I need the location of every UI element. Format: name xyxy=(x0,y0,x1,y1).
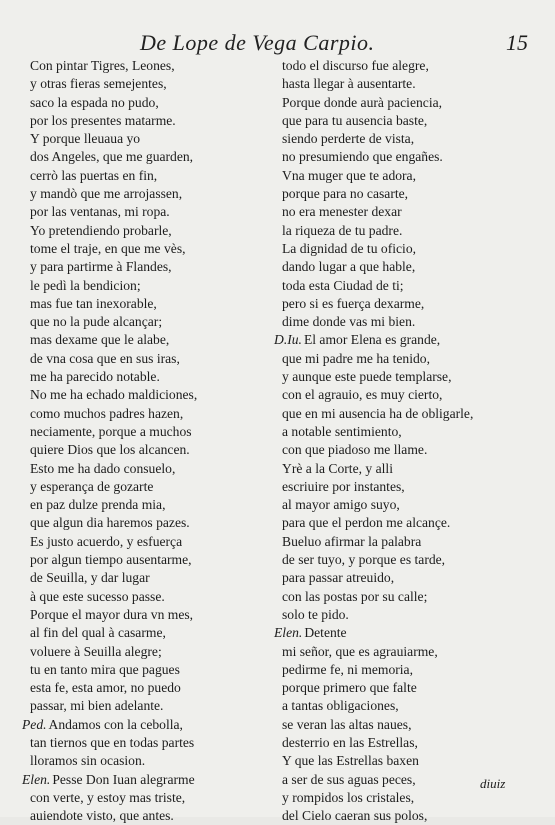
verse-line xyxy=(274,295,536,313)
verse-line xyxy=(22,716,268,734)
verse-text: le pedì la bendicion; xyxy=(30,277,141,293)
verse-text: Detente xyxy=(304,625,347,641)
verse-text: con el agrauio, es muy cierto, xyxy=(282,387,443,403)
verse-text: Con pintar Tigres, Leones, xyxy=(30,58,175,73)
verse-text: Bueluo afirmar la palabra xyxy=(282,533,422,549)
verse-text: y aunque este puede templarse, xyxy=(282,369,452,385)
verse-text: que mi padre me ha tenido, xyxy=(282,350,430,366)
verse-text: Esto me ha dado consuelo, xyxy=(30,460,176,476)
verse-text: Vna muger que te adora, xyxy=(282,167,416,183)
verse-line xyxy=(274,606,536,624)
verse-text: mas dexame que le alabe, xyxy=(30,332,170,348)
verse-text: passar, mi bien adelante. xyxy=(30,698,164,714)
verse-text: La dignidad de tu oficio, xyxy=(282,240,417,256)
verse-text: que no la pude alcançar; xyxy=(30,314,163,330)
verse-line xyxy=(274,588,536,606)
verse-text: con las postas por su calle; xyxy=(282,588,428,604)
verse-text: y rompidos los cristales, xyxy=(282,789,415,805)
verse-line xyxy=(274,514,536,532)
verse-line xyxy=(22,606,268,624)
verse-text: que para tu ausencia baste, xyxy=(282,112,428,128)
verse-line xyxy=(22,277,268,295)
verse-line xyxy=(274,386,536,404)
verse-line xyxy=(22,368,268,386)
verse-line xyxy=(22,240,268,258)
verse-line xyxy=(22,771,268,789)
verse-line xyxy=(22,460,268,478)
verse-text: y para partirme à Flandes, xyxy=(30,259,172,275)
verse-line xyxy=(274,75,536,93)
verse-line xyxy=(274,148,536,166)
verse-line xyxy=(274,57,536,75)
verse-line xyxy=(274,478,536,496)
verse-text: a tantas obligaciones, xyxy=(282,698,399,714)
verse-line xyxy=(22,331,268,349)
verse-line xyxy=(274,679,536,697)
verse-line xyxy=(274,185,536,203)
verse-text: pedirme fe, ni memoria, xyxy=(282,661,413,677)
verse-line xyxy=(22,313,268,331)
catchword: diuiz xyxy=(480,776,506,791)
verse-line xyxy=(22,807,268,825)
verse-text: porque para no casarte, xyxy=(282,186,409,202)
verse-line xyxy=(274,405,536,423)
verse-text: de vna cosa que en sus iras, xyxy=(30,350,180,366)
verse-text: auiendote visto, que antes. xyxy=(30,808,174,824)
verse-line xyxy=(274,240,536,258)
verse-text: con que piadoso me llame. xyxy=(282,442,428,458)
verse-line xyxy=(274,258,536,276)
verse-line xyxy=(22,734,268,752)
verse-line xyxy=(274,697,536,715)
verse-text: lloramos sin ocasion. xyxy=(30,753,146,769)
speaker-label: Ped. xyxy=(22,716,47,732)
page-number: 15 xyxy=(506,30,528,55)
speaker-label: Elen. xyxy=(22,771,51,787)
verse-text: que en mi ausencia ha de obligarle, xyxy=(282,405,474,421)
verse-text: siendo perderte de vista, xyxy=(282,131,415,147)
verse-text: desterrio en las Estrellas, xyxy=(282,734,418,750)
verse-line xyxy=(22,386,268,404)
verse-line xyxy=(22,789,268,807)
verse-line xyxy=(22,185,268,203)
verse-line xyxy=(22,514,268,532)
verse-text: Y porque lleuaua yo xyxy=(30,131,141,147)
verse-line xyxy=(274,807,536,825)
verse-text: me ha parecido notable. xyxy=(30,369,160,385)
verse-line xyxy=(22,112,268,130)
verse-text: mas fue tan inexorable, xyxy=(30,295,157,311)
verse-line xyxy=(22,222,268,240)
verse-line xyxy=(22,624,268,642)
verse-text: à que este sucesso passe. xyxy=(30,588,165,604)
verse-text: solo te pido. xyxy=(282,606,349,622)
verse-text: Pesse Don Iuan alegrarme xyxy=(52,771,195,787)
verse-text: en paz dulze prenda mia, xyxy=(30,497,166,513)
verse-line xyxy=(274,496,536,514)
verse-line xyxy=(22,643,268,661)
verse-text: cerrò las puertas en fin, xyxy=(30,167,158,183)
verse-text: esta fe, esta amor, no puedo xyxy=(30,680,181,696)
verse-text: la riqueza de tu padre. xyxy=(282,222,403,238)
verse-line xyxy=(22,569,268,587)
verse-text: Yo pretendiendo probarle, xyxy=(30,222,172,238)
verse-line xyxy=(274,661,536,679)
verse-text: escriuire por instantes, xyxy=(282,478,405,494)
verse-text: de Seuilla, y dar lugar xyxy=(30,570,150,586)
verse-line xyxy=(274,734,536,752)
verse-line xyxy=(274,569,536,587)
verse-text: mi señor, que es agrauiarme, xyxy=(282,643,438,659)
verse-text: Andamos con la cebolla, xyxy=(48,716,183,732)
verse-text: con verte, y estoy mas triste, xyxy=(30,789,186,805)
verse-text: por los presentes matarme. xyxy=(30,112,176,128)
verse-text: tu en tanto mira que pagues xyxy=(30,661,180,677)
verse-text: saco la espada no pudo, xyxy=(30,94,159,110)
verse-text: a ser de sus aguas peces, xyxy=(282,771,416,787)
verse-line xyxy=(22,295,268,313)
verse-text: dime donde vas mi bien. xyxy=(282,314,416,330)
verse-line xyxy=(274,222,536,240)
verse-text: El amor Elena es grande, xyxy=(303,332,441,348)
verse-line xyxy=(274,624,536,642)
verse-text: Porque donde aurà paciencia, xyxy=(282,94,443,110)
verse-line xyxy=(22,679,268,697)
verse-text: y otras fieras semejentes, xyxy=(30,76,167,92)
verse-text: tan tiernos que en todas partes xyxy=(30,734,195,750)
verse-line xyxy=(274,112,536,130)
verse-text: por algun tiempo ausentarme, xyxy=(30,552,192,568)
verse-text: a notable sentimiento, xyxy=(282,423,402,439)
verse-line xyxy=(22,478,268,496)
verse-text: dos Angeles, que me guarden, xyxy=(30,149,194,165)
running-title: De Lope de Vega Carpio. xyxy=(140,30,375,55)
verse-text: neciamente, porque a muchos xyxy=(30,423,192,439)
verse-line xyxy=(274,277,536,295)
verse-line xyxy=(22,661,268,679)
verse-line xyxy=(274,368,536,386)
verse-text: hasta llegar à ausentarte. xyxy=(282,76,416,92)
verse-text: tome el traje, en que me vès, xyxy=(30,240,186,256)
verse-text: del Cielo caeran sus polos, xyxy=(282,808,428,824)
verse-text: y mandò que me arrojassen, xyxy=(30,186,183,202)
left-text-column xyxy=(22,57,268,825)
right-text-column xyxy=(274,57,536,825)
verse-line xyxy=(22,588,268,606)
verse-line xyxy=(22,258,268,276)
verse-line xyxy=(22,148,268,166)
verse-text: y esperança de gozarte xyxy=(30,478,154,494)
verse-line xyxy=(22,75,268,93)
verse-line xyxy=(274,533,536,551)
verse-line xyxy=(274,94,536,112)
verse-line xyxy=(274,551,536,569)
verse-text: para passar atreuido, xyxy=(282,570,395,586)
verse-line xyxy=(274,167,536,185)
verse-line xyxy=(274,441,536,459)
verse-text: Y que las Estrellas baxen xyxy=(282,753,419,769)
speaker-label: D.Iu. xyxy=(274,332,302,348)
verse-text: toda esta Ciudad de ti; xyxy=(282,277,404,293)
speaker-label: Elen. xyxy=(274,625,303,641)
verse-line xyxy=(274,130,536,148)
verse-line xyxy=(274,331,536,349)
verse-line xyxy=(22,203,268,221)
verse-line xyxy=(22,533,268,551)
verse-text: No me ha echado maldiciones, xyxy=(30,387,198,403)
verse-text: al mayor amigo suyo, xyxy=(282,497,400,513)
verse-line xyxy=(22,405,268,423)
verse-text: porque primero que falte xyxy=(282,680,417,696)
verse-text: Porque el mayor dura vn mes, xyxy=(30,606,194,622)
verse-line xyxy=(22,551,268,569)
verse-text: como muchos padres hazen, xyxy=(30,405,184,421)
verse-line xyxy=(22,697,268,715)
verse-text: al fin del qual à casarme, xyxy=(30,625,166,641)
verse-text: para que el perdon me alcançe. xyxy=(282,515,451,531)
verse-line xyxy=(22,496,268,514)
verse-line xyxy=(274,350,536,368)
verse-text: no presumiendo que engañes. xyxy=(282,149,443,165)
verse-line xyxy=(22,350,268,368)
verse-line xyxy=(274,643,536,661)
verse-line xyxy=(22,423,268,441)
verse-text: dando lugar a que hable, xyxy=(282,259,416,275)
verse-text: que algun dia haremos pazes. xyxy=(30,515,190,531)
verse-text: pero si es fuerça dexarme, xyxy=(282,295,425,311)
verse-line xyxy=(274,203,536,221)
verse-line xyxy=(22,167,268,185)
verse-line xyxy=(274,716,536,734)
verse-text: Yrè a la Corte, y alli xyxy=(282,460,393,476)
verse-line xyxy=(22,130,268,148)
verse-line xyxy=(22,752,268,770)
verse-text: de ser tuyo, y porque es tarde, xyxy=(282,552,446,568)
verse-line xyxy=(274,460,536,478)
verse-line xyxy=(274,752,536,770)
verse-text: voluere à Seuilla alegre; xyxy=(30,643,162,659)
verse-text: Es justo acuerdo, y esfuerça xyxy=(30,533,183,549)
verse-line xyxy=(22,441,268,459)
verse-text: todo el discurso fue alegre, xyxy=(282,58,429,73)
verse-text: se veran las altas naues, xyxy=(282,716,412,732)
verse-line xyxy=(22,94,268,112)
verse-line xyxy=(274,423,536,441)
verse-line xyxy=(22,57,268,75)
verse-text: por las ventanas, mi ropa. xyxy=(30,204,170,220)
verse-text: no era menester dexar xyxy=(282,204,402,220)
verse-line xyxy=(274,313,536,331)
verse-text: quiere Dios que los alcancen. xyxy=(30,442,190,458)
